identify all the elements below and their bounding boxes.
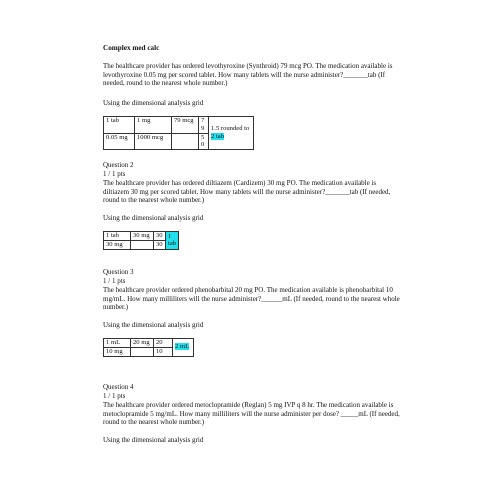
question-2-heading: Question 2: [103, 161, 134, 169]
grid-cell: 79 mcg: [172, 117, 199, 134]
question-3-points: 1 / 1 pts: [103, 277, 126, 285]
grid-cell: 1000 mcg: [135, 133, 172, 150]
grid-cell: 0.05 mg: [104, 133, 135, 150]
grid-cell: 30 mg: [104, 240, 131, 249]
grid-cell: 20: [154, 339, 173, 348]
grid-cell: 1 mL: [104, 339, 131, 348]
question-1-grid-label: Using the dimensional analysis grid: [103, 99, 204, 107]
grid-cell: 30: [154, 232, 166, 241]
grid-cell: 10: [154, 347, 173, 356]
grid-cell: 30: [154, 240, 166, 249]
grid-cell: 10 mg: [104, 347, 131, 356]
grid-answer-cell: [173, 339, 194, 357]
grid-cell: 5 0: [199, 133, 209, 150]
grid-cell: [131, 240, 154, 249]
grid-cell: [172, 133, 199, 150]
question-1-text: The healthcare provider has ordered levothyroxine (Synthroid) 79 mcg PO. The medication available is levothyroxine 0.05 mg per scored tablet. How many tablets will the nurse administer?_______tab (If needed, round to the nearest whole number.): [103, 62, 393, 88]
grid-answer-cell: 1 tab: [166, 232, 179, 250]
grid-cell: 20 mg: [131, 339, 154, 348]
document-title: Complex med calc: [103, 44, 160, 52]
question-4-text: The healthcare provider ordered metoclopramide (Reglan) 5 mg IVP q 8 hr. The medication available is metoclopramide 5 mg/mL. How many milliliters will the nurse administer per dose? _____mL (If needed, round to the nearest whole number.): [103, 401, 400, 427]
question-3-text: The healthcare provider ordered phenobarbital 20 mg PO. The medication available is phenobarbital 10 mg/mL. How many milliliters will the nurse administer?______mL (If needed, round to the nearest whole number.): [103, 286, 400, 312]
question-3-heading: Question 3: [103, 268, 134, 276]
question-4-heading: Question 4: [103, 383, 134, 391]
question-2-grid: [103, 231, 179, 250]
question-3-grid: [103, 338, 194, 357]
grid-answer-cell: [209, 117, 254, 150]
question-4-grid-label: Using the dimensional analysis grid: [103, 436, 204, 444]
grid-cell: 7 9: [199, 117, 209, 134]
question-1-grid: [103, 116, 254, 150]
answer-highlight: 2 mL: [175, 343, 190, 351]
grid-cell: 1 tab: [104, 117, 135, 134]
grid-cell: 1 mg: [135, 117, 172, 134]
question-2-text: The healthcare provider has ordered diltiazem (Cardizem) 30 mg PO. The medication available is diltiazem 30 mg per scored tablet. How many tablets will the nurse administer?_______tab (If needed, round to the nearest whole number.): [103, 179, 391, 205]
grid-cell: [131, 347, 154, 356]
question-2-points: 1 / 1 pts: [103, 170, 126, 178]
question-2-grid-label: Using the dimensional analysis grid: [103, 214, 204, 222]
answer-highlight: 2 tab: [211, 133, 225, 141]
question-3-grid-label: Using the dimensional analysis grid: [103, 321, 204, 329]
grid-cell: 30 mg: [131, 232, 154, 241]
question-4-points: 1 / 1 pts: [103, 392, 126, 400]
grid-cell: 1 tab: [104, 232, 131, 241]
answer-prefix: 1.5 rounded to: [211, 125, 250, 133]
